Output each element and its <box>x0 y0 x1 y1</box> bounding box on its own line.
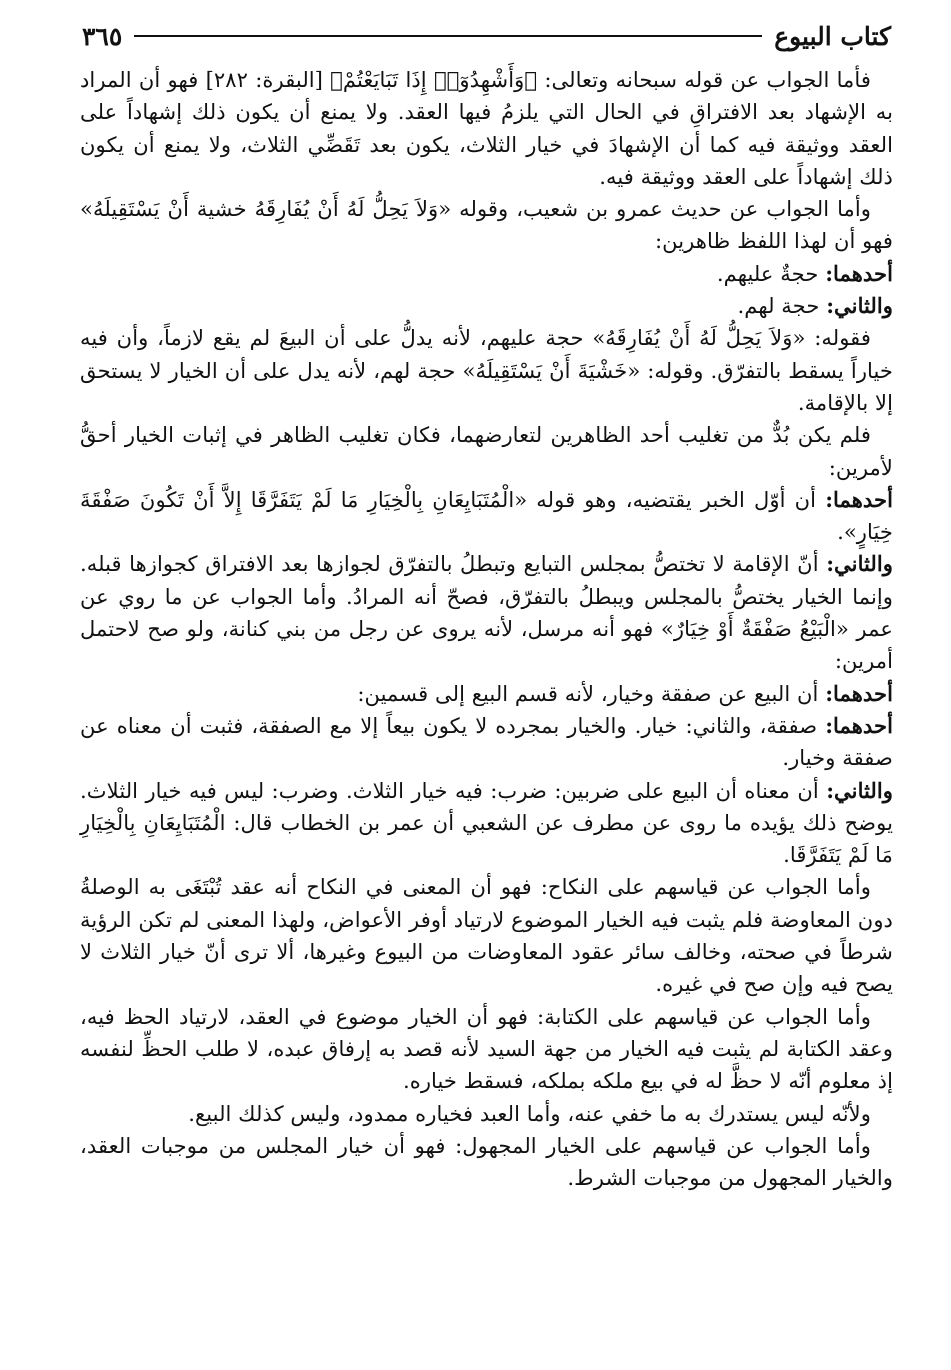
paragraph-text: أن معناه أن البيع على ضربين: ضرب: فيه خيار الثلاث. وضرب: ليس فيه خيار الثلاث. يوضح ذلك يؤيده ما روى عن مطرف عن الشعبي أن عمر بن الخطاب قال: الْمُتَبَايِعَانِ بِالْخِيَارِ مَا لَمْ يَتَفَرَّقَا. <box>80 777 893 868</box>
paragraph <box>80 64 893 193</box>
paragraph-text: وأما الجواب عن قياسهم على الخيار المجهول: فهو أن خيار المجلس من موجبات العقد، والخيار المجهول من موجبات الشرط. <box>80 1132 893 1191</box>
paragraph-text: أنّ الإقامة لا تختصُّ بمجلس التبايع وتبطلُ بالتفرّق لجوازها بعد الافتراق كجوازها قبله. وإنما الخيار يختصُّ بالمجلس ويبطلُ بالتفرّق، فصحّ أنه المرادُ. وأما الجواب عن ما روي عن عمر «الْبَيْعُ صَفْقَةٌ أَوْ خِيَارٌ» فهو أنه مرسل، لأنه يروى عن رجل من بني كنانة، ولو صح لاحتمل أمرين: <box>80 551 893 674</box>
paragraph-text: وأما الجواب عن حديث عمرو بن شعيب، وقوله «وَلاَ يَحِلُّ لَهُ أَنْ يُفَارِقَهُ خشية أَنْ يَسْتَقِيلَهُ» فهو أن لهذا اللفظ ظاهرين: <box>80 196 893 254</box>
running-header <box>82 14 891 58</box>
paragraph-text: حجة لهم. <box>737 293 820 319</box>
paragraph <box>80 322 893 419</box>
paragraph-text: صفقة، والثاني: خيار. والخيار بمجرده لا يكون بيعاً إلا مع الصفقة، فثبت أن معناه عن صفقة وخيار. <box>80 712 893 771</box>
paragraph <box>80 548 893 677</box>
paragraph <box>80 710 893 775</box>
header-rule <box>134 35 762 37</box>
paragraph <box>80 1130 893 1195</box>
paragraph <box>80 1098 893 1130</box>
paragraph-lead: أحدهما: <box>825 260 893 286</box>
paragraph <box>80 775 893 872</box>
page-number: ٣٦٥ <box>82 21 123 51</box>
chapter-title: كتاب البيوع <box>774 21 891 51</box>
paragraph-lead: والثاني: <box>826 777 893 803</box>
paragraph-text: فقوله: «وَلاَ يَحِلُّ لَهُ أَنْ يُفَارِقَهُ» حجة عليهم، لأنه يدلُّ على أن البيعَ لم يقع لازماً، وأن فيه خياراً يسقط بالتفرّق. وقوله: «خَشْيَةَ أَنْ يَسْتَقِيلَهُ» حجة لهم، لأنه يدل على أن الخيار لا يستحق إلا بالإقامة. <box>80 325 893 415</box>
paragraph-lead: والثاني: <box>826 293 893 319</box>
paragraph-text: وأما الجواب عن قياسهم على الكتابة: فهو أن الخيار موضوع في العقد، لارتياد الحظ فيه، وعقد الكتابة لم يثبت فيه الخيار من جهة السيد لأنه قصد به إرفاق عبده، لا طلب الحظِّ لنفسه إذ معلوم أنّه لا حظَّ له في بيع ملكه بملكه، فسقط خياره. <box>80 1003 893 1094</box>
paragraph <box>80 290 893 322</box>
paragraph <box>80 193 893 258</box>
paragraph <box>80 1001 893 1098</box>
paragraph-lead: أحدهما: <box>825 486 893 512</box>
paragraph-lead: أحدهما: <box>825 680 893 706</box>
paragraph <box>80 871 893 1000</box>
paragraph <box>80 484 893 549</box>
body-text <box>80 64 893 1194</box>
paragraph-lead: والثاني: <box>826 551 893 577</box>
paragraph-text: فلم يكن بُدٌّ من تغليب أحد الظاهرين لتعارضهما، فكان تغليب الظاهر في إثبات الخيار أحقُّ لأمرين: <box>80 422 893 480</box>
paragraph-text: أن البيع عن صفقة وخيار، لأنه قسم البيع إلى قسمين: <box>357 680 819 706</box>
paragraph-text: فأما الجواب عن قوله سبحانه وتعالى: ﴿وَأَشْهِدُوٓا۟ إِذَا تَبَايَعْتُمْ﴾ [البقرة: ٢٨٢] فهو أن المراد به الإشهاد بعد الافتراقِ في الحال التي يلزمُ فيها العقد. ولا يمنع أن يكون ذلك إشهاداً على العقد ووثيقة فيه كما أن الإشهادَ في خيار الثلاث، يكون بعد تَقَضِّي الثلاث، ولا يمنع أن يكون ذلك إشهاداً على العقد ووثيقة فيه. <box>80 67 893 189</box>
paragraph-text: ولأنّه ليس يستدرك به ما خفي عنه، وأما العبد فخياره ممدود، وليس كذلك البيع. <box>188 1100 871 1126</box>
paragraph-text: أن أوّل الخبر يقتضيه، وهو قوله «الْمُتَبَايِعَانِ بِالْخِيَارِ مَا لَمْ يَتَفَرَّقَا إِلاَّ أَنْ تَكُونَ صَفْقَةَ خِيَارٍ». <box>80 486 893 545</box>
paragraph-lead: أحدهما: <box>825 712 893 738</box>
paragraph <box>80 419 893 484</box>
paragraph <box>80 678 893 710</box>
paragraph-text: حجةٌ عليهم. <box>716 260 819 286</box>
paragraph-text: وأما الجواب عن قياسهم على النكاح: فهو أن المعنى في النكاح أنه عقد تُبْتَغَى به الوصلةُ دون المعاوضة فلم يثبت فيه الخيار الموضوع لارتياد أوفر الأعواض، ولهذا المعنى لم تكن الرؤية شرطاً في صحته، وخالف سائر عقود المعاوضات من البيوع وغيرها، ألا ترى أنّ خيار الثلاث لا يصح فيه وإن صح في غيره. <box>80 874 893 997</box>
paragraph <box>80 258 893 290</box>
